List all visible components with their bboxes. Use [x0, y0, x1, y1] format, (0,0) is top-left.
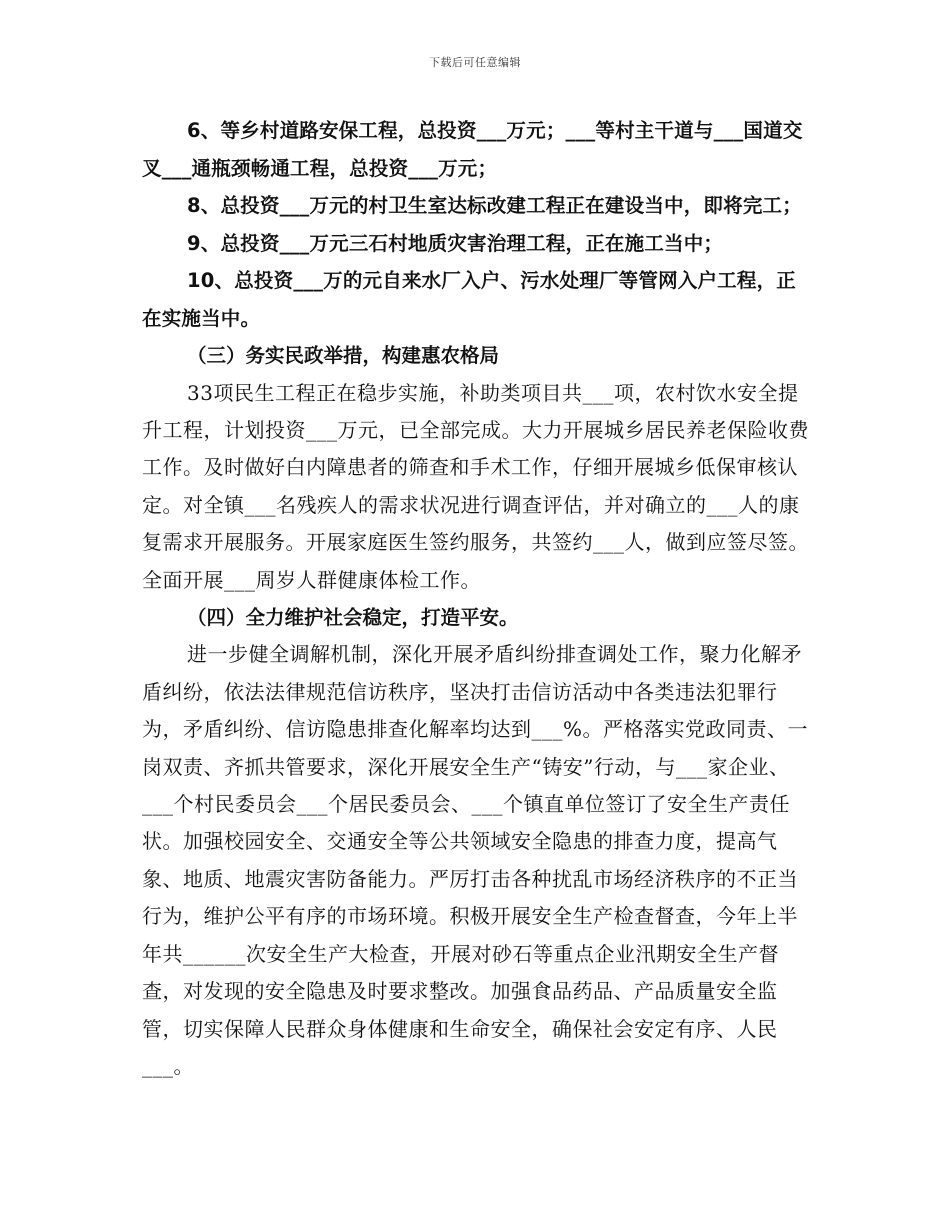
- section-body-4: [142, 636, 810, 1085]
- list-item-8: 8、总投资___万元的村卫生室达标改建工程正在建设当中，即将完工；: [187, 194, 802, 217]
- list-item-9: 9、总投资___万元三石村地质灾害治理工程，正在施工当中；: [187, 231, 724, 255]
- section-heading-3: （三）务实民政举措，构建惠农格局: [187, 344, 500, 367]
- document-body: [142, 112, 810, 1085]
- page-header: 下载后可任意编辑: [429, 56, 521, 69]
- section-body-3: [142, 375, 810, 599]
- list-item-6: 6、等乡村道路安保工程，总投资___万元；___等村主干道与___国道交叉___通瓶颈畅通工程，总投资___万元；: [142, 119, 803, 180]
- paragraph: 33项民生工程正在稳步实施，补助类项目共___项，农村饮水安全提升工程，计划投资___万元，已全部完成。大力开展城乡居民养老保险收费工作。及时做好白内障患者的筛查和手术工作，仔细开展城乡低保审核认定。对全镇___名残疾人的需求状况进行调查评估，并对确立的___人的康复需求开展服务。开展家庭医生签约服务，共签约___人，做到应签尽签。全面开展___周岁人群健康体检工作。: [142, 380, 809, 592]
- project-list: [142, 112, 810, 337]
- list-item-10: 10、总投资___万的元自来水厂入户、污水处理厂等管网入户工程，正在实施当中。: [142, 269, 796, 330]
- paragraph: 进一步健全调解机制，深化开展矛盾纠纷排查调处工作，聚力化解矛盾纠纷，依法法律规范信访秩序，坚决打击信访活动中各类违法犯罪行为，矛盾纠纷、信访隐患排查化解率均达到___%。严格落实党政同责、一岗双责、齐抓共管要求，深化开展安全生产“铸安”行动，与___家企业、___个村民委员会___个居民委员会、___个镇直单位签订了安全生产责任状。加强校园安全、交通安全等公共领域安全隐患的排查力度，提高气象、地质、地震灾害防备能力。严厉打击各种扰乱市场经济秩序的不正当行为，维护公平有序的市场环境。积极开展安全生产检查督查，今年上半年共______次安全生产大检查，开展对砂石等重点企业汛期安全生产督查，对发现的安全隐患及时要求整改。加强食品药品、产品质量安全监管，切实保障人民群众身体健康和生命安全，确保社会安定有序、人民___。: [142, 642, 809, 1078]
- section-heading-4: （四）全力维护社会稳定，打造平安。: [187, 605, 519, 629]
